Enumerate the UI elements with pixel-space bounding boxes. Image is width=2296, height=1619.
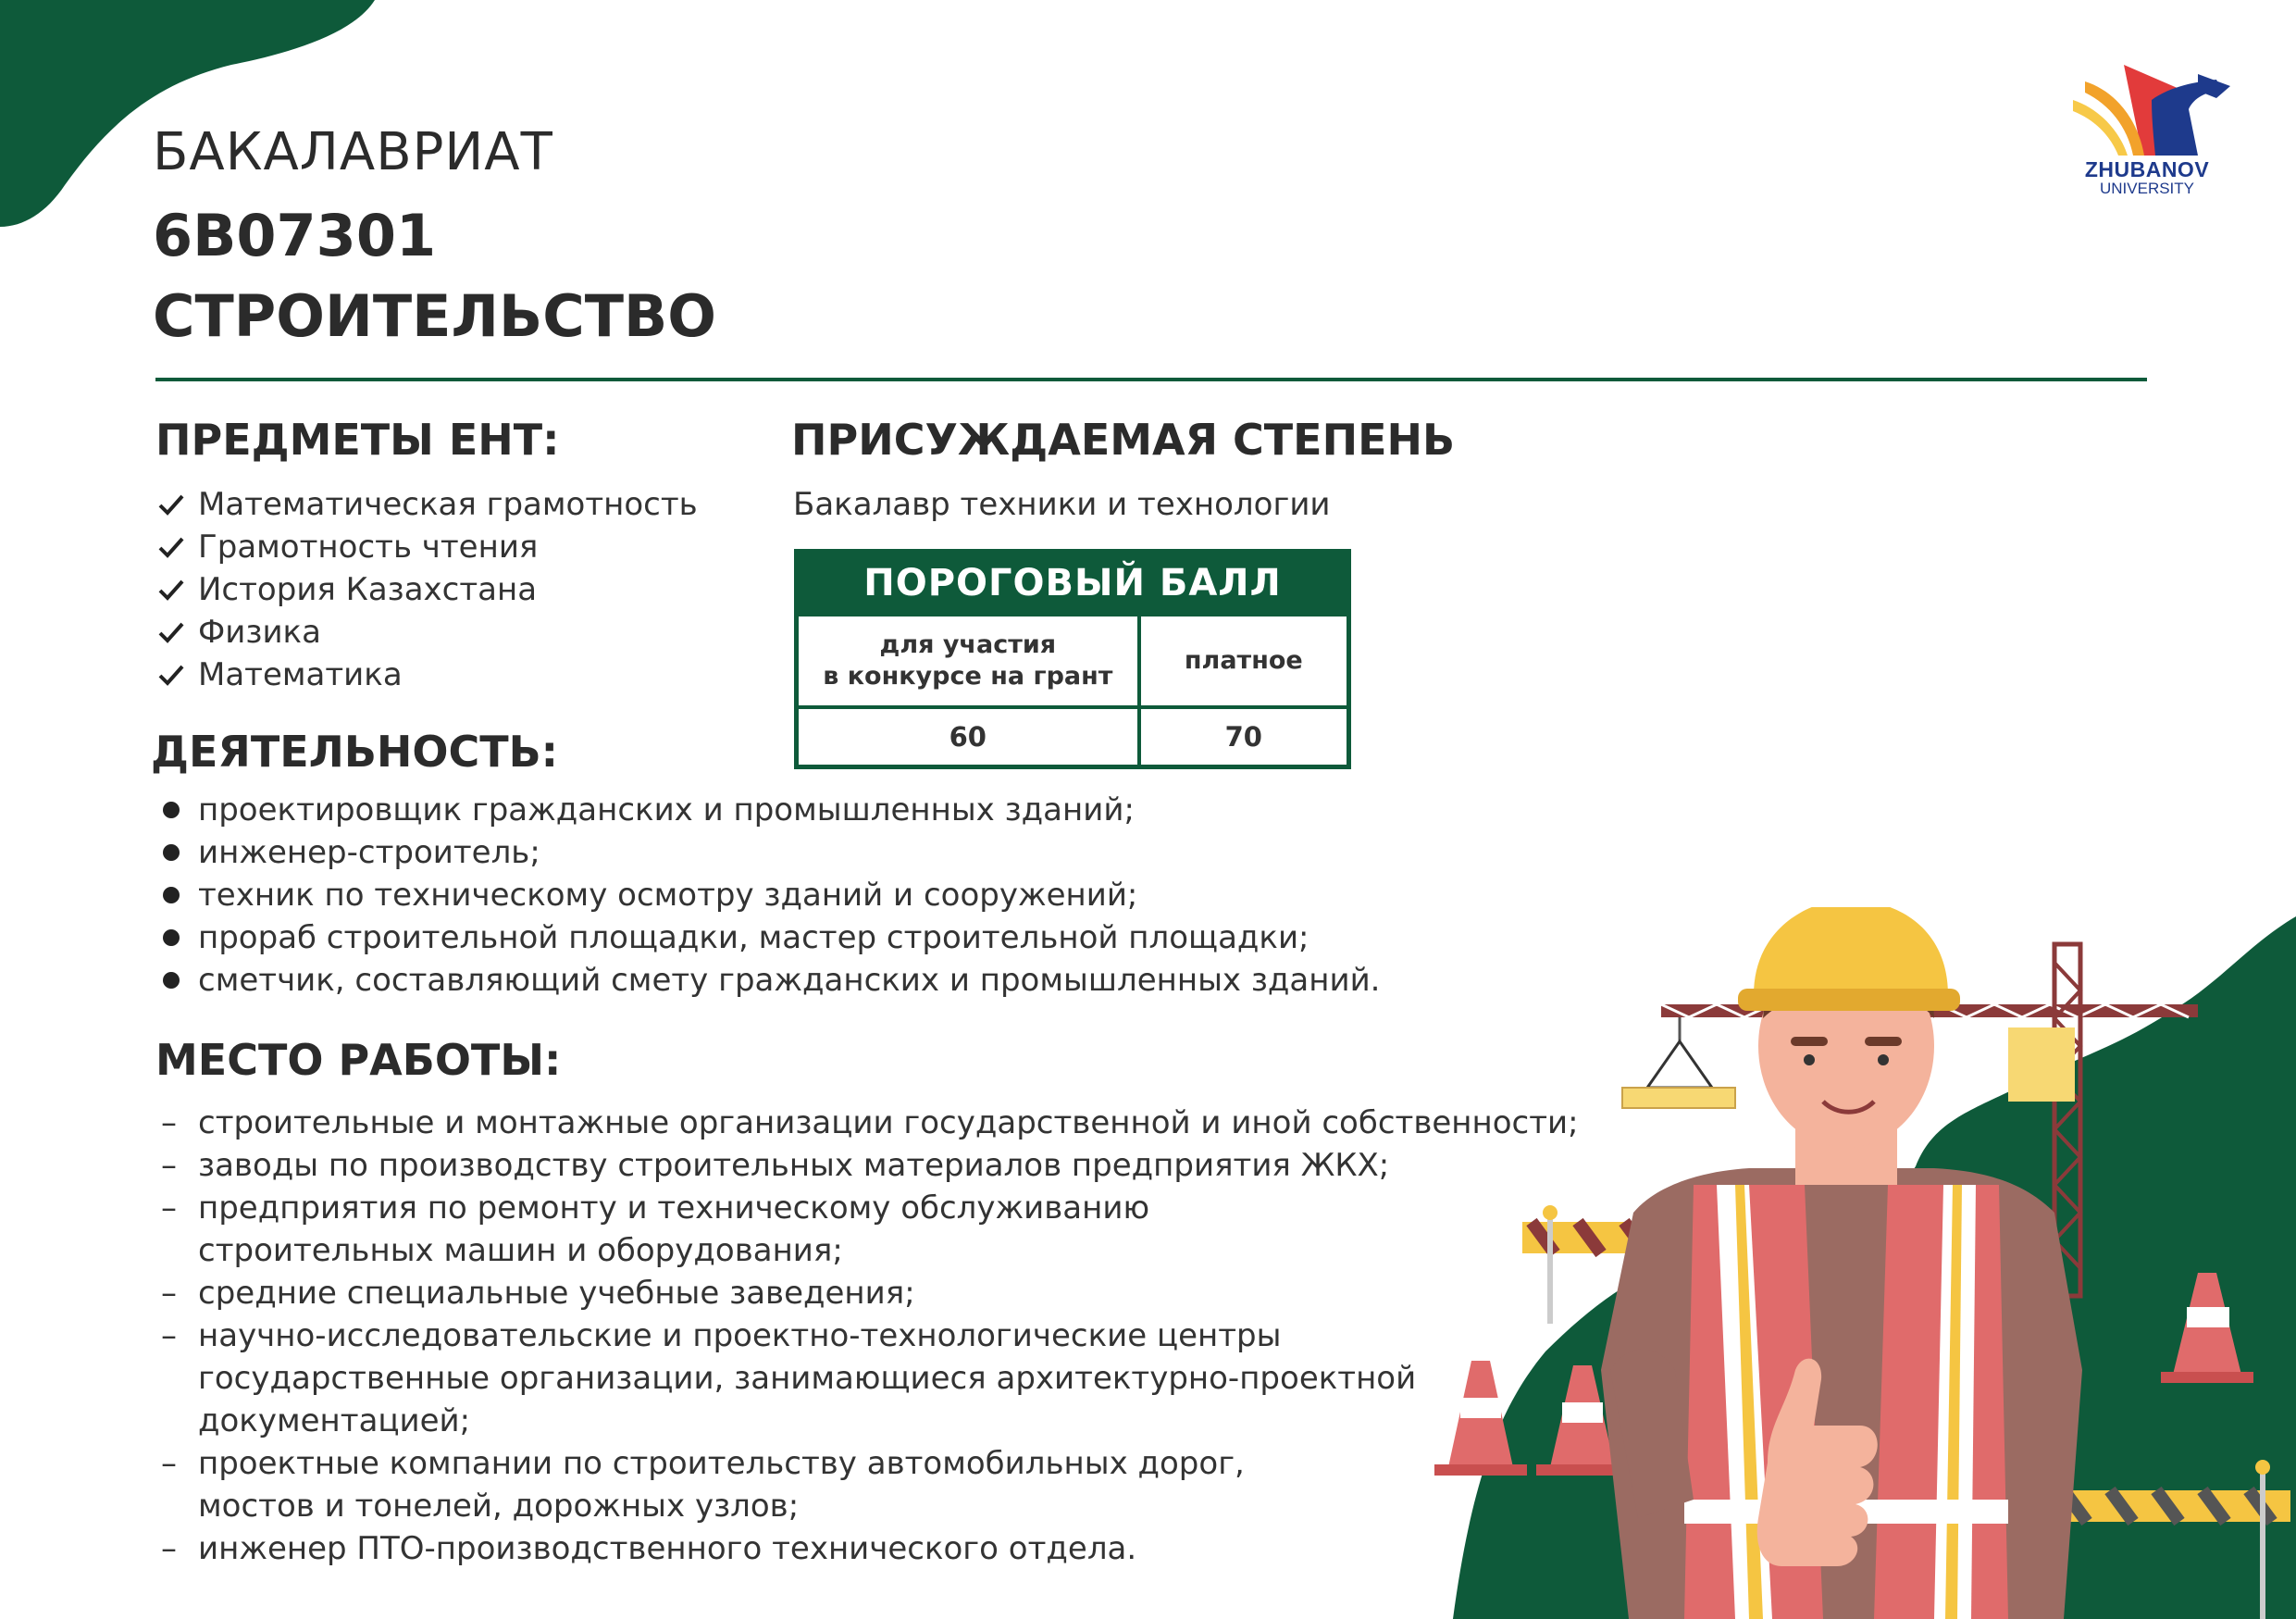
logo-text-university-name: ZHUBANOV bbox=[2084, 157, 2210, 181]
dash-marker: – bbox=[161, 1189, 177, 1227]
activity-list bbox=[155, 789, 1381, 1002]
list-item: – средние специальные учебные заведения; bbox=[155, 1272, 1579, 1314]
program-code: 6В07301 bbox=[153, 202, 437, 269]
list-item: Грамотность чтения bbox=[155, 526, 698, 568]
checkmark-icon bbox=[155, 659, 187, 691]
workplace-list bbox=[155, 1102, 1579, 1570]
checkmark-icon bbox=[155, 531, 187, 563]
degree-title: ПРИСУЖДАЕМАЯ СТЕПЕНЬ bbox=[791, 415, 1456, 465]
list-item: Математика bbox=[155, 654, 698, 696]
ent-subjects-title: ПРЕДМЕТЫ ЕНТ: bbox=[155, 415, 560, 465]
list-item: сметчик, составляющий смету гражданских и промышленных зданий. bbox=[155, 959, 1381, 1002]
dash-marker: – bbox=[161, 1317, 177, 1354]
checkmark-icon bbox=[155, 489, 187, 520]
list-item: – заводы по производству строительных материалов предприятия ЖКХ; bbox=[155, 1144, 1579, 1187]
bullet-icon bbox=[163, 887, 180, 903]
list-item: Математическая грамотность bbox=[155, 483, 698, 526]
list-item: Физика bbox=[155, 611, 698, 654]
ent-subjects-list bbox=[155, 483, 698, 696]
list-item: История Казахстана bbox=[155, 568, 698, 611]
degree-value: Бакалавр техники и технологии bbox=[793, 486, 1331, 523]
dash-marker: – bbox=[161, 1104, 177, 1141]
grant-score-value: 60 bbox=[797, 707, 1139, 767]
grant-column-header: для участия в конкурсе на грант bbox=[797, 615, 1139, 707]
list-item: – научно-исследовательские и проектно-технологические центры государственные организации, занимающиеся архитектурно-проектной документацией; bbox=[155, 1314, 1579, 1442]
checkmark-icon bbox=[155, 616, 187, 648]
dash-marker: – bbox=[161, 1147, 177, 1184]
checkmark-icon bbox=[155, 574, 187, 605]
bullet-icon bbox=[163, 929, 180, 946]
header-divider bbox=[155, 378, 2147, 381]
program-name: СТРОИТЕЛЬСТВО bbox=[153, 282, 716, 350]
workplace-title: МЕСТО РАБОТЫ: bbox=[155, 1035, 562, 1085]
logo-text-university: UNIVERSITY bbox=[2099, 180, 2195, 197]
paid-column-header: платное bbox=[1139, 615, 1349, 707]
construction-worker-illustration bbox=[1416, 907, 2296, 1619]
dash-marker: – bbox=[161, 1445, 177, 1482]
dash-marker: – bbox=[161, 1530, 177, 1567]
list-item: – проектные компании по строительству автомобильных дорог, мостов и тонелей, дорожных узлов; bbox=[155, 1442, 1579, 1527]
list-item: – предприятия по ремонту и техническому обслуживанию строительных машин и оборудования; bbox=[155, 1187, 1579, 1272]
list-item: – инженер ПТО-производственного технического отдела. bbox=[155, 1527, 1579, 1570]
paid-score-value: 70 bbox=[1139, 707, 1349, 767]
bullet-icon bbox=[163, 972, 180, 989]
activity-title: ДЕЯТЕЛЬНОСТЬ: bbox=[151, 727, 559, 777]
list-item: проектировщик гражданских и промышленных зданий; bbox=[155, 789, 1381, 831]
list-item: техник по техническому осмотру зданий и сооружений; bbox=[155, 874, 1381, 916]
list-item: – строительные и монтажные организации государственной и иной собственности; bbox=[155, 1102, 1579, 1144]
bullet-icon bbox=[163, 844, 180, 861]
bullet-icon bbox=[163, 802, 180, 818]
list-item: инженер-строитель; bbox=[155, 831, 1381, 874]
list-item: прораб строительной площадки, мастер строительной площадки; bbox=[155, 916, 1381, 959]
dash-marker: – bbox=[161, 1275, 177, 1312]
threshold-table-title: ПОРОГОВЫЙ БАЛЛ bbox=[797, 552, 1349, 615]
corner-decoration bbox=[0, 0, 389, 231]
threshold-score-table bbox=[794, 549, 1351, 769]
program-level: БАКАЛАВРИАТ bbox=[153, 122, 553, 182]
